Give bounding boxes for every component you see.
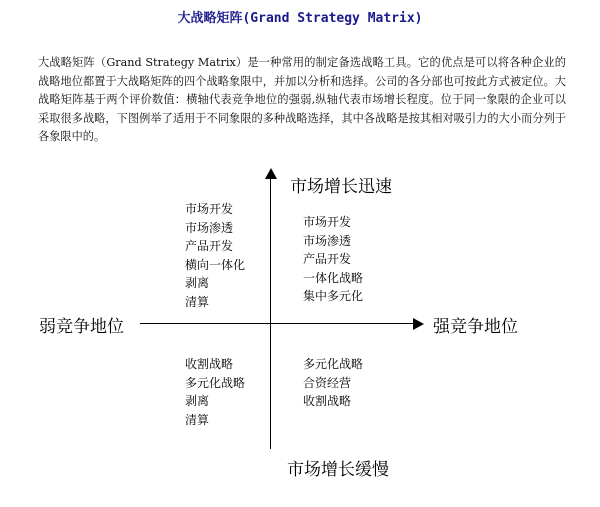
quadrant-upper-right <box>303 213 363 306</box>
arrow-up-icon <box>265 168 277 179</box>
axis-label-bottom: 市场增长缓慢 <box>287 460 389 480</box>
strategy-item: 清算 <box>185 412 210 427</box>
vertical-axis-line <box>270 179 271 449</box>
strategy-item: 一体化战略 <box>303 270 364 285</box>
strategy-item: 产品开发 <box>303 252 352 267</box>
grand-strategy-matrix-diagram <box>0 165 600 507</box>
strategy-item: 市场渗透 <box>303 233 352 248</box>
strategy-item: 收割战略 <box>185 357 234 371</box>
strategy-item: 集中多元化 <box>303 289 364 304</box>
strategy-item: 收割战略 <box>303 394 352 409</box>
quadrant-lower-right <box>303 355 363 411</box>
strategy-item: 多元化战略 <box>185 375 246 390</box>
strategy-item: 合资经营 <box>303 375 352 390</box>
strategy-item: 市场开发 <box>303 215 352 229</box>
axis-label-top: 市场增长迅速 <box>290 177 392 197</box>
axis-label-left: 弱竞争地位 <box>39 317 124 337</box>
intro-paragraph: 大战略矩阵（Grand Strategy Matrix）是一种常用的制定备选战略工具。它的优点是可以将各种企业的战略地位都置于大战略矩阵的四个战略象限中，并加以分析和选择。公司的各分部也可按此方式被定位。大战略矩阵基于两个评价数值：横轴代表竞争地位的强弱,纵轴代表市场增长程度。位于同一象限的企业可以采取很多战略，下图例举了适用于不同象限的多种战略选择，其中各战略是按其相对吸引力的大小而分列于各象限中的。 <box>38 56 566 144</box>
arrow-right-icon <box>413 318 424 330</box>
strategy-item: 多元化战略 <box>303 357 364 371</box>
quadrant-lower-left <box>185 355 245 429</box>
strategy-item: 产品开发 <box>185 239 234 254</box>
strategy-item: 市场渗透 <box>185 220 234 235</box>
strategy-item: 剥离 <box>185 394 210 409</box>
strategy-item: 市场开发 <box>185 202 234 216</box>
strategy-item: 剥离 <box>185 276 210 291</box>
page-title: 大战略矩阵(Grand Strategy Matrix) <box>177 11 423 26</box>
quadrant-upper-left <box>185 200 245 312</box>
horizontal-axis-line <box>140 323 415 324</box>
strategy-item: 清算 <box>185 294 210 309</box>
strategy-item: 横向一体化 <box>185 257 246 272</box>
axis-label-right: 强竞争地位 <box>433 317 518 337</box>
